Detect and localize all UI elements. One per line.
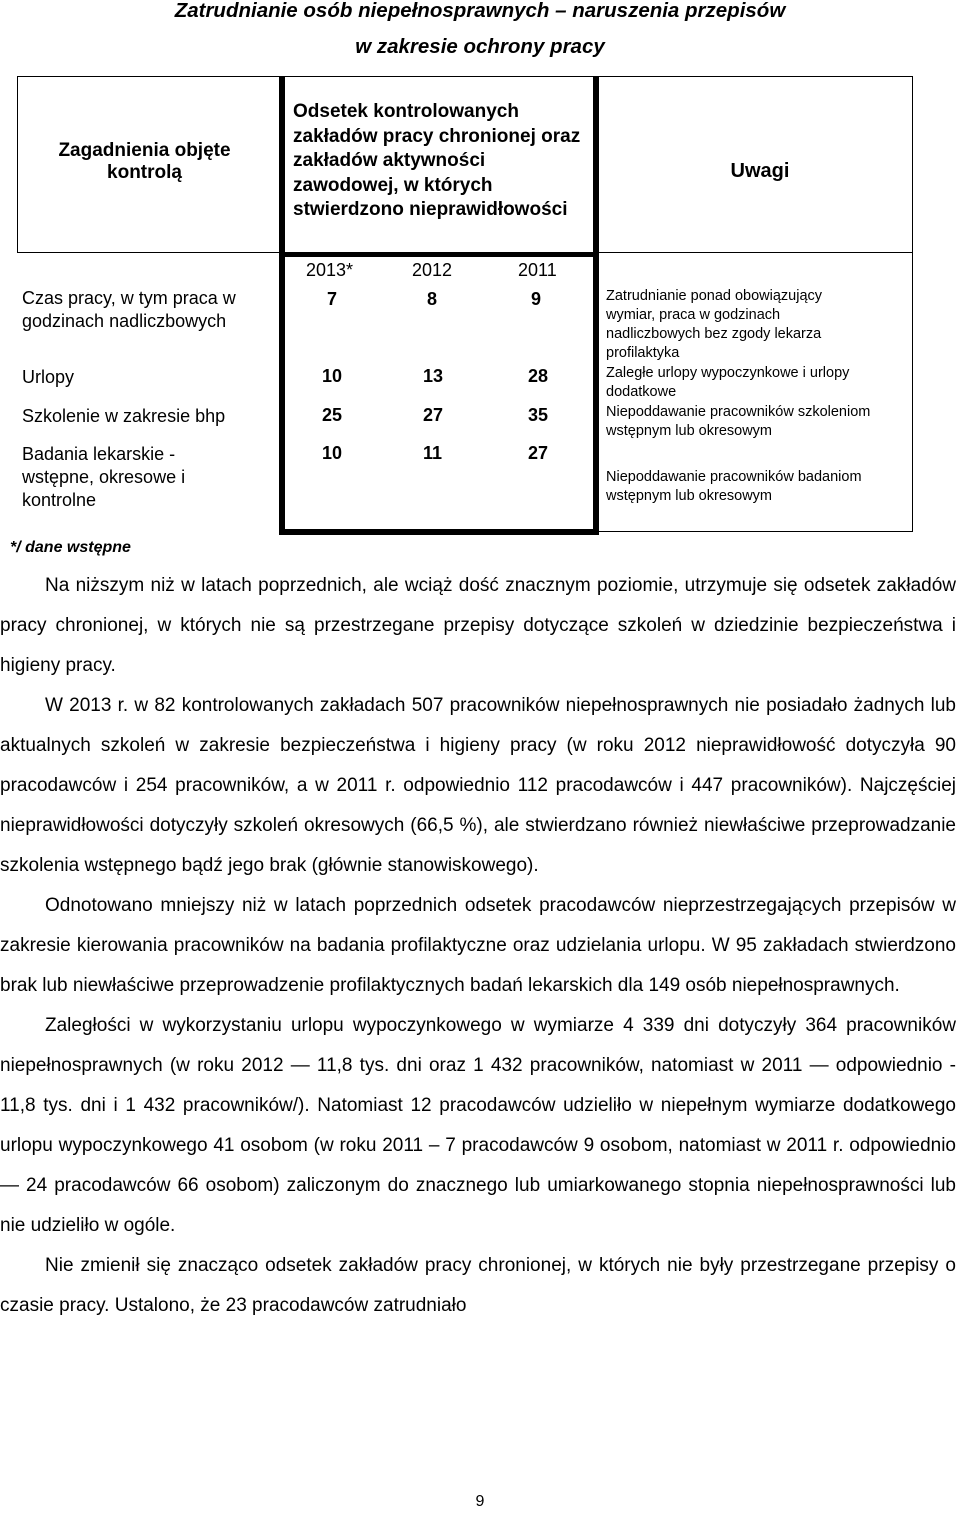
value-2012: 8 [427, 289, 438, 309]
paragraph: Odnotowano mniejszy niż w latach poprzednich odsetek pracodawców nieprzestrzegających przepisów w zakresie kierowania pracowników na badania profilaktyczne oraz udzielania urlopu. W 95 zakładach stwierdzono brak lub niewłaściwe przeprowadzenie profilaktycznych badań lekarskich dla 149 osób niepełnosprawnych. [0, 895, 956, 996]
header-percent: Odsetek kontrolowanych zakładów pracy chronionej oraz zakładów aktywności zawodowej, w których stwierdzono nieprawidłowości [293, 101, 581, 220]
value-2011: 35 [528, 405, 549, 425]
thick-box-bottom [279, 529, 599, 535]
thick-box-right [593, 76, 599, 534]
value-2013: 25 [322, 405, 343, 425]
document-title-line1: Zatrudnianie osób niepełnosprawnych – naruszenia przepisów [174, 0, 786, 22]
paragraph: W 2013 r. w 82 kontrolowanych zakładach 507 pracowników niepełnosprawnych nie posiadało żadnych lub aktualnych szkoleń w zakresie bezpieczeństwa i higieny pracy (w roku 2012 nieprawidłowość dotyczyła 90 pracodawców i 254 pracowników, a w 2011 r. odpowiednio 112 pracodawców i 447 pracowników). Najczęściej nieprawidłowości dotyczyły szkoleń okresowych (66,5 %), ale stwierdzano również niewłaściwe przeprowadzanie szkolenia wstępnego bądź jego brak (głównie stanowiskowego). [0, 695, 956, 876]
year-2012: 2012 [412, 260, 453, 280]
year-2013: 2013* [306, 260, 354, 280]
value-2012: 11 [423, 443, 443, 463]
row-topic-czas-pracy: Czas pracy, w tym praca w godzinach nadliczbowych [22, 288, 236, 331]
table-top-border [17, 76, 913, 77]
value-2011: 9 [531, 289, 542, 309]
row-note: Zaległe urlopy wypoczynkowe i urlopy dodatkowe [606, 365, 850, 400]
row-topic-urlopy: Urlopy [22, 367, 75, 387]
thick-box-mid [279, 252, 599, 257]
thick-box-left [279, 76, 285, 534]
header-notes: Uwagi [730, 160, 790, 182]
table-left-border [17, 76, 18, 252]
table-header-divider-left [17, 252, 279, 253]
document-title-line2: w zakresie ochrony pracy [355, 35, 605, 58]
page-number: 9 [475, 1493, 485, 1510]
value-2013: 10 [322, 366, 343, 386]
value-2011: 27 [528, 443, 549, 463]
body-text [0, 566, 956, 1326]
row-note: Niepoddawanie pracowników badaniom wstępnym lub okresowym [606, 469, 862, 504]
row-topic-badania: Badania lekarskie - wstępne, okresowe i kontrolne [22, 444, 186, 510]
row-note: Zatrudnianie ponad obowiązujący wymiar, praca w godzinach nadliczbowych bez zgody lekarza profilaktyka [606, 288, 823, 361]
paragraph: Zaległości w wykorzystaniu urlopu wypoczynkowego w wymiarze 4 339 dni dotyczyły 364 pracowników niepełnosprawnych (w roku 2012 — 11,8 tys. dni oraz 1 432 pracowników, natomiast w 2011 — odpowiednio - 11,8 tys. dni i 1 432 pracowników/). Natomiast 12 pracodawców udzieliło w niepełnym wymiarze dodatkowego urlopu wypoczynkowego 41 osobom (w roku 2011 – 7 pracodawców 9 osobom, natomiast w 2011 r. odpowiednio — 24 pracodawców 66 osobom) zaliczonym do znacznego lub umiarkowanego stopnia niepełnosprawności lub nie udzieliło w ogóle. [0, 1015, 956, 1236]
header-topic: Zagadnienia objęte kontrolą [58, 140, 231, 183]
footnote: */ dane wstępne [10, 539, 131, 556]
year-2011: 2011 [518, 260, 557, 280]
value-2012: 13 [423, 366, 444, 386]
paragraph: Nie zmienił się znacząco odsetek zakładów pracy chronionej, w których nie były przestrzegane przepisy o czasie pracy. Ustalono, że 23 pracodawców zatrudniało [0, 1255, 956, 1316]
value-2013: 10 [322, 443, 343, 463]
paragraph: Na niższym niż w latach poprzednich, ale wciąż dość znacznym poziomie, utrzymuje się odsetek zakładów pracy chronionej, w których nie są przestrzegane przepisy dotyczące szkoleń w dziedzinie bezpieczeństwa i higieny pracy. [0, 575, 956, 676]
row-topic-szkolenie: Szkolenie w zakresie bhp [22, 406, 226, 426]
value-2011: 28 [528, 366, 549, 386]
table-bottom-border [598, 531, 913, 532]
value-2012: 27 [423, 405, 444, 425]
table-right-border [912, 76, 913, 532]
row-note: Niepoddawanie pracowników szkoleniom wstępnym lub okresowym [606, 404, 871, 439]
value-2013: 7 [327, 289, 338, 309]
table-header-divider-right [598, 252, 913, 253]
